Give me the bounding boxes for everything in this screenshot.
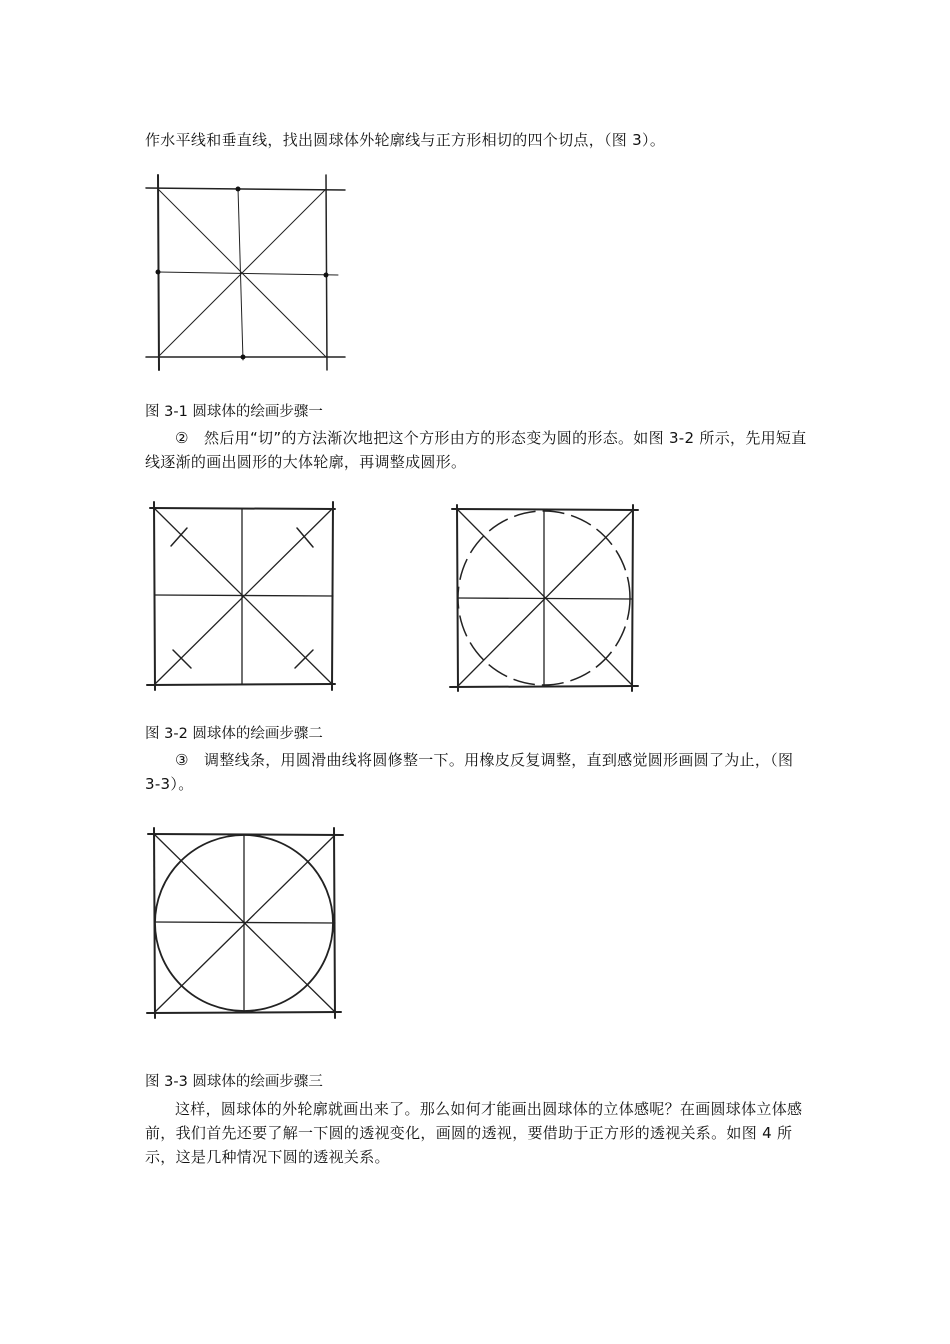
left-edge-line: [154, 502, 155, 690]
top-edge-line: [146, 188, 345, 190]
caption-figure-3-1: 图 3-1 圆球体的绘画步骤一: [145, 404, 323, 420]
tangent-point-bottom: [241, 355, 246, 360]
figure-3-2-dashed-circle: [448, 503, 643, 695]
horizontal-center-line: [155, 595, 333, 596]
tangent-point-top: [236, 187, 241, 192]
top-edge-line: [452, 509, 638, 510]
right-edge-line: [632, 505, 633, 691]
figure-3-3-finished-circle: [145, 826, 347, 1023]
figure-3-1-square-grid: [140, 170, 355, 370]
paragraph-step-2: ② 然后用“切”的方法渐次地把这个方形由方的形态变为圆的形态。如图 3-2 所示，先用短直线逐渐的画出圆形的大体轮廓，再调整成圆形。: [145, 429, 807, 471]
paragraph-step-3: ③ 调整线条，用圆滑曲线将圆修整一下。用橡皮反复调整，直到感觉圆形画圆了为止，（图 3-3）。: [145, 751, 794, 793]
figure-3-2-cut-marks: [145, 500, 345, 695]
cut-mark-bottom-right: [295, 650, 313, 668]
tangent-point-left: [156, 270, 161, 275]
horizontal-center-line: [155, 922, 335, 923]
cut-mark-bottom-left: [173, 650, 191, 668]
horizontal-center-line: [158, 272, 338, 275]
cut-mark-top-left: [171, 528, 187, 546]
vertical-center-line: [238, 188, 243, 360]
caption-figure-3-2: 图 3-2 圆球体的绘画步骤二: [145, 726, 323, 742]
right-edge-line: [326, 175, 327, 370]
caption-figure-3-3: 图 3-3 圆球体的绘画步骤三: [145, 1074, 323, 1090]
horizontal-center-line: [458, 598, 632, 599]
paragraph-intro: 作水平线和垂直线，找出圆球体外轮廓线与正方形相切的四个切点，（图 3）。: [145, 131, 666, 149]
tangent-point-right: [324, 273, 329, 278]
paragraph-conclusion: 这样，圆球体的外轮廓就画出来了。那么如何才能画出圆球体的立体感呢？在画圆球体立体感前，我们首先还要了解一下圆的透视变化，画圆的透视，要借助于正方形的透视关系。如图 4 所示，这是几种情况下圆的透视关系。: [145, 1100, 803, 1166]
bottom-edge-line: [147, 684, 335, 685]
